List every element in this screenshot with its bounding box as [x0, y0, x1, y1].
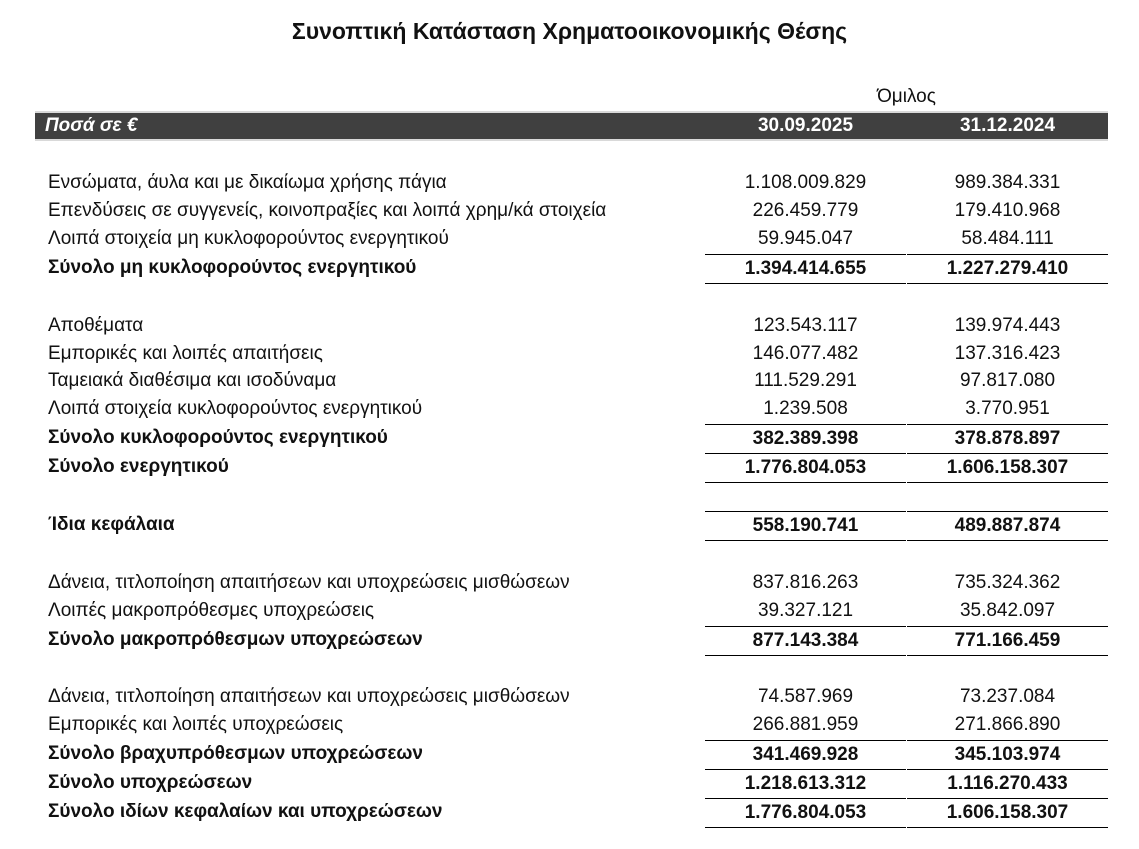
value-2024: 345.103.974 [907, 740, 1108, 769]
column-header-2024: 31.12.2024 [959, 115, 1056, 136]
row-label: Λοιπά στοιχεία κυκλοφορούντος ενεργητικού [48, 398, 423, 419]
table-row [35, 225, 1108, 253]
value-2024: 989.384.331 [954, 172, 1061, 193]
row-label: Δάνεια, τιτλοποίηση απαιτήσεων και υποχρεώσεις μισθώσεων [48, 686, 570, 707]
table-row [35, 711, 1108, 739]
value-2024: 1.606.158.307 [907, 453, 1108, 483]
value-2025: 59.945.047 [757, 228, 854, 249]
value-2025: 74.587.969 [757, 686, 854, 707]
value-2024: 137.316.423 [954, 343, 1061, 364]
value-2025: 837.816.263 [752, 572, 859, 593]
row-label: Ίδια κεφάλαια [48, 514, 175, 535]
row-label: Ενσώματα, άυλα και με δικαίωμα χρήσης πάγια [48, 172, 447, 193]
row-label: Σύνολο μακροπρόθεσμων υποχρεώσεων [48, 629, 423, 650]
value-2024: 35.842.097 [959, 600, 1056, 621]
value-2024: 97.817.080 [959, 370, 1056, 391]
value-2025: 558.190.741 [705, 511, 906, 541]
value-2024: 771.166.459 [907, 626, 1108, 656]
table-row [35, 312, 1108, 340]
column-header-2025: 30.09.2025 [757, 115, 854, 136]
table-row [35, 197, 1108, 225]
total-row [35, 424, 1108, 452]
total-row [35, 626, 1108, 654]
total-row [35, 798, 1108, 826]
row-label: Επενδύσεις σε συγγενείς, κοινοπραξίες και λοιπά χρημ/κά στοιχεία [48, 200, 607, 221]
value-2024: 735.324.362 [954, 572, 1061, 593]
row-label: Σύνολο βραχυπρόθεσμων υποχρεώσεων [48, 743, 423, 764]
row-label: Σύνολο υποχρεώσεων [48, 772, 253, 793]
row-label: Σύνολο ιδίων κεφαλαίων και υποχρεώσεων [48, 801, 443, 822]
row-label: Ταμειακά διαθέσιμα και ισοδύναμα [48, 370, 337, 391]
total-row [35, 740, 1108, 768]
value-2024: 489.887.874 [907, 511, 1108, 541]
row-label: Αποθέματα [48, 315, 144, 336]
value-2024: 271.866.890 [954, 714, 1061, 735]
row-label: Εμπορικές και λοιπές απαιτήσεις [48, 343, 323, 364]
value-2025: 1.239.508 [763, 398, 848, 419]
row-label: Δάνεια, τιτλοποίηση απαιτήσεων και υποχρεώσεις μισθώσεων [48, 572, 570, 593]
table-row [35, 169, 1108, 197]
value-2025: 111.529.291 [754, 370, 857, 391]
value-2024: 139.974.443 [954, 315, 1061, 336]
value-2024: 1.606.158.307 [907, 798, 1108, 828]
value-2024: 1.116.270.433 [907, 769, 1108, 798]
value-2025: 39.327.121 [757, 600, 854, 621]
total-row [35, 511, 1108, 539]
table-row [35, 597, 1108, 625]
row-label: Σύνολο ενεργητικού [48, 456, 229, 477]
table-header [35, 111, 1108, 141]
table-row [35, 367, 1108, 395]
table-row [35, 569, 1108, 597]
value-2025: 266.881.959 [752, 714, 859, 735]
total-row [35, 254, 1108, 282]
row-label: Σύνολο κυκλοφορούντος ενεργητικού [48, 427, 388, 448]
group-column-label: Όμιλος [877, 86, 936, 107]
unit-label: Ποσά σε € [45, 115, 138, 136]
value-2025: 1.776.804.053 [705, 453, 906, 483]
table-row [35, 683, 1108, 711]
table-row [35, 395, 1108, 423]
row-label: Σύνολο μη κυκλοφορούντος ενεργητικού [48, 257, 417, 278]
value-2025: 877.143.384 [705, 626, 906, 656]
total-row [35, 453, 1108, 481]
value-2025: 382.389.398 [705, 424, 906, 453]
value-2025: 226.459.779 [752, 200, 859, 221]
value-2025: 146.077.482 [752, 343, 859, 364]
value-2025: 123.543.117 [753, 315, 858, 336]
table-row [35, 340, 1108, 368]
value-2024: 378.878.897 [907, 424, 1108, 453]
value-2025: 1.776.804.053 [705, 798, 906, 828]
value-2025: 1.394.414.655 [705, 254, 906, 284]
total-row [35, 769, 1108, 797]
row-label: Λοιπές μακροπρόθεσμες υποχρεώσεις [48, 600, 375, 621]
page-title: Συνοπτική Κατάσταση Χρηματοοικονομικής Θέσης [291, 18, 848, 44]
value-2024: 179.410.968 [954, 200, 1061, 221]
row-label: Εμπορικές και λοιπές υποχρεώσεις [48, 714, 344, 735]
value-2024: 73.237.084 [959, 686, 1056, 707]
value-2024: 1.227.279.410 [907, 254, 1108, 284]
value-2025: 341.469.928 [705, 740, 906, 769]
value-2025: 1.218.613.312 [705, 769, 906, 798]
value-2024: 3.770.951 [965, 398, 1050, 419]
row-label: Λοιπά στοιχεία μη κυκλοφορούντος ενεργητικού [48, 228, 449, 249]
value-2025: 1.108.009.829 [744, 172, 867, 193]
value-2024: 58.484.111 [961, 228, 1054, 249]
